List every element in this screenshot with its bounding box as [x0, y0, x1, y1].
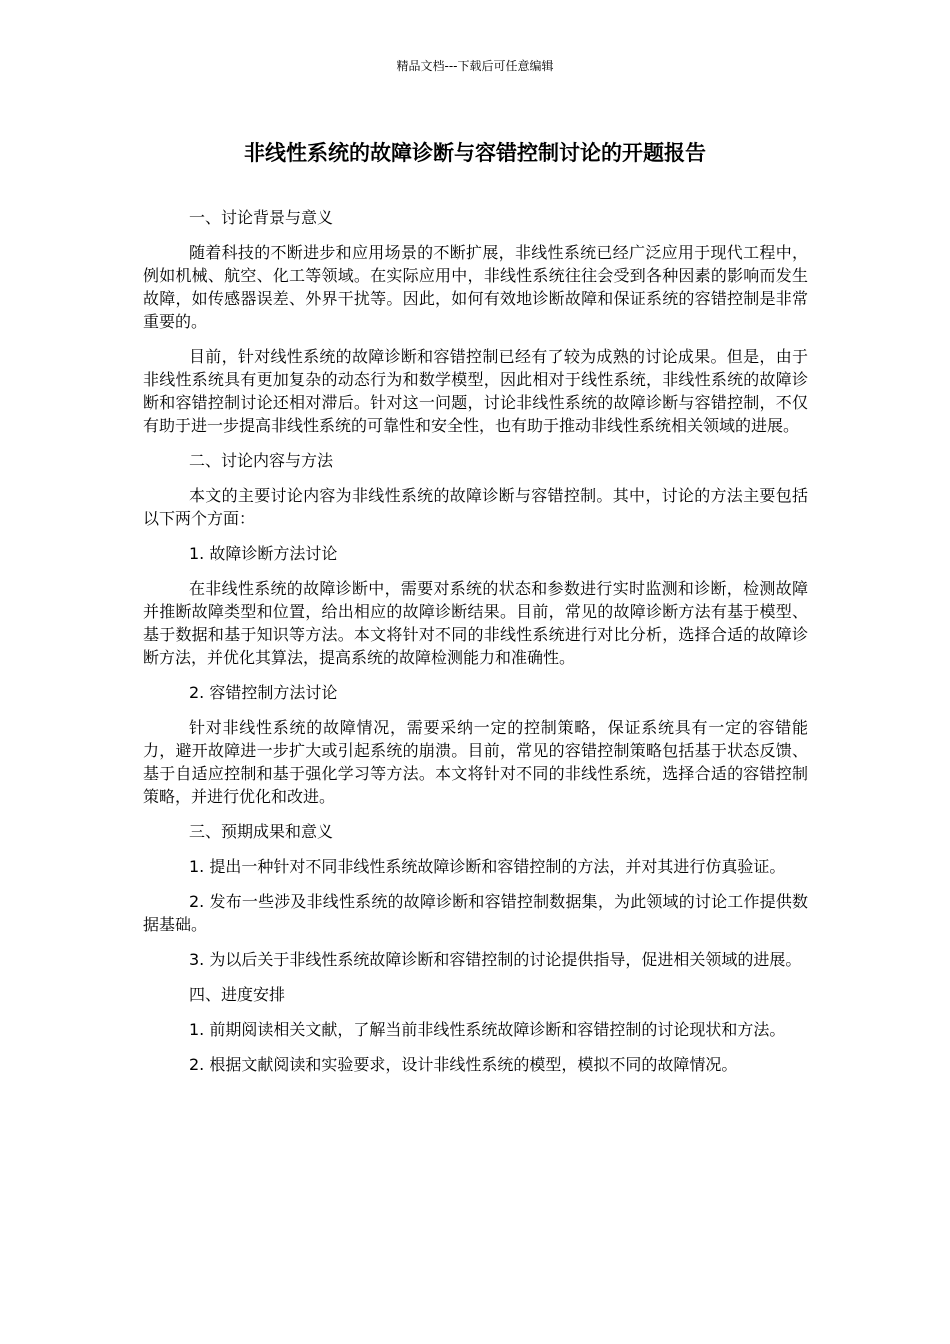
- list-item-expected-3: 3. 为以后关于非线性系统故障诊断和容错控制的讨论提供指导，促进相关领域的进展。: [189, 950, 802, 969]
- paragraph-background-2: 目前，针对线性系统的故障诊断和容错控制已经有了较为成熟的讨论成果。但是，由于非线性系统具有更加复杂的动态行为和数学模型，因此相对于线性系统，非线性系统的故障诊断和容错控制讨论还相对滞后。针对这一问题，讨论非线性系统的故障诊断与容错控制，不仅有助于进一步提高非线性系统的可靠性和安全性，也有助于推动非线性系统相关领域的进展。: [143, 347, 808, 435]
- paragraph-fault-tolerant-control: 针对非线性系统的故障情况，需要采纳一定的控制策略，保证系统具有一定的容错能力，避开故障进一步扩大或引起系统的崩溃。目前，常见的容错控制策略包括基于状态反馈、基于自适应控制和基于强化学习等方法。本文将针对不同的非线性系统，选择合适的容错控制策略，并进行优化和改进。: [143, 718, 808, 806]
- paragraph-fault-diagnosis: 在非线性系统的故障诊断中，需要对系统的状态和参数进行实时监测和诊断，检测故障并推断故障类型和位置，给出相应的故障诊断结果。目前，常见的故障诊断方法有基于模型、基于数据和基于知识等方法。本文将针对不同的非线性系统进行对比分析，选择合适的故障诊断方法，并优化其算法，提高系统的故障检测能力和准确性。: [143, 579, 808, 667]
- subheading-fault-diagnosis: 1. 故障诊断方法讨论: [189, 544, 338, 563]
- list-item-schedule-1: 1. 前期阅读相关文献，了解当前非线性系统故障诊断和容错控制的讨论现状和方法。: [189, 1020, 786, 1039]
- list-item-expected-2: 2. 发布一些涉及非线性系统的故障诊断和容错控制数据集，为此领域的讨论工作提供数据基础。: [143, 892, 808, 934]
- list-item-schedule-2: 2. 根据文献阅读和实验要求，设计非线性系统的模型，模拟不同的故障情况。: [189, 1055, 738, 1074]
- section-heading-expected-results: 三、预期成果和意义: [189, 822, 334, 841]
- paragraph-background-1: 随着科技的不断进步和应用场景的不断扩展，非线性系统已经广泛应用于现代工程中，例如机械、航空、化工等领域。在实际应用中，非线性系统往往会受到各种因素的影响而发生故障，如传感器误差、外界干扰等。因此，如何有效地诊断故障和保证系统的容错控制是非常重要的。: [143, 243, 808, 331]
- section-heading-background: 一、讨论背景与意义: [189, 208, 334, 227]
- subheading-fault-tolerant-control: 2. 容错控制方法讨论: [189, 683, 338, 702]
- document-title: 非线性系统的故障诊断与容错控制讨论的开题报告: [244, 141, 706, 165]
- document-body: [143, 206, 808, 1088]
- section-heading-schedule: 四、进度安排: [189, 985, 286, 1004]
- section-heading-content-method: 二、讨论内容与方法: [189, 451, 334, 470]
- paragraph-content-intro: 本文的主要讨论内容为非线性系统的故障诊断与容错控制。其中，讨论的方法主要包括以下两个方面：: [143, 486, 808, 528]
- page-header: 精品文档---下载后可任意编辑: [396, 59, 554, 73]
- list-item-expected-1: 1. 提出一种针对不同非线性系统故障诊断和容错控制的方法，并对其进行仿真验证。: [189, 857, 786, 876]
